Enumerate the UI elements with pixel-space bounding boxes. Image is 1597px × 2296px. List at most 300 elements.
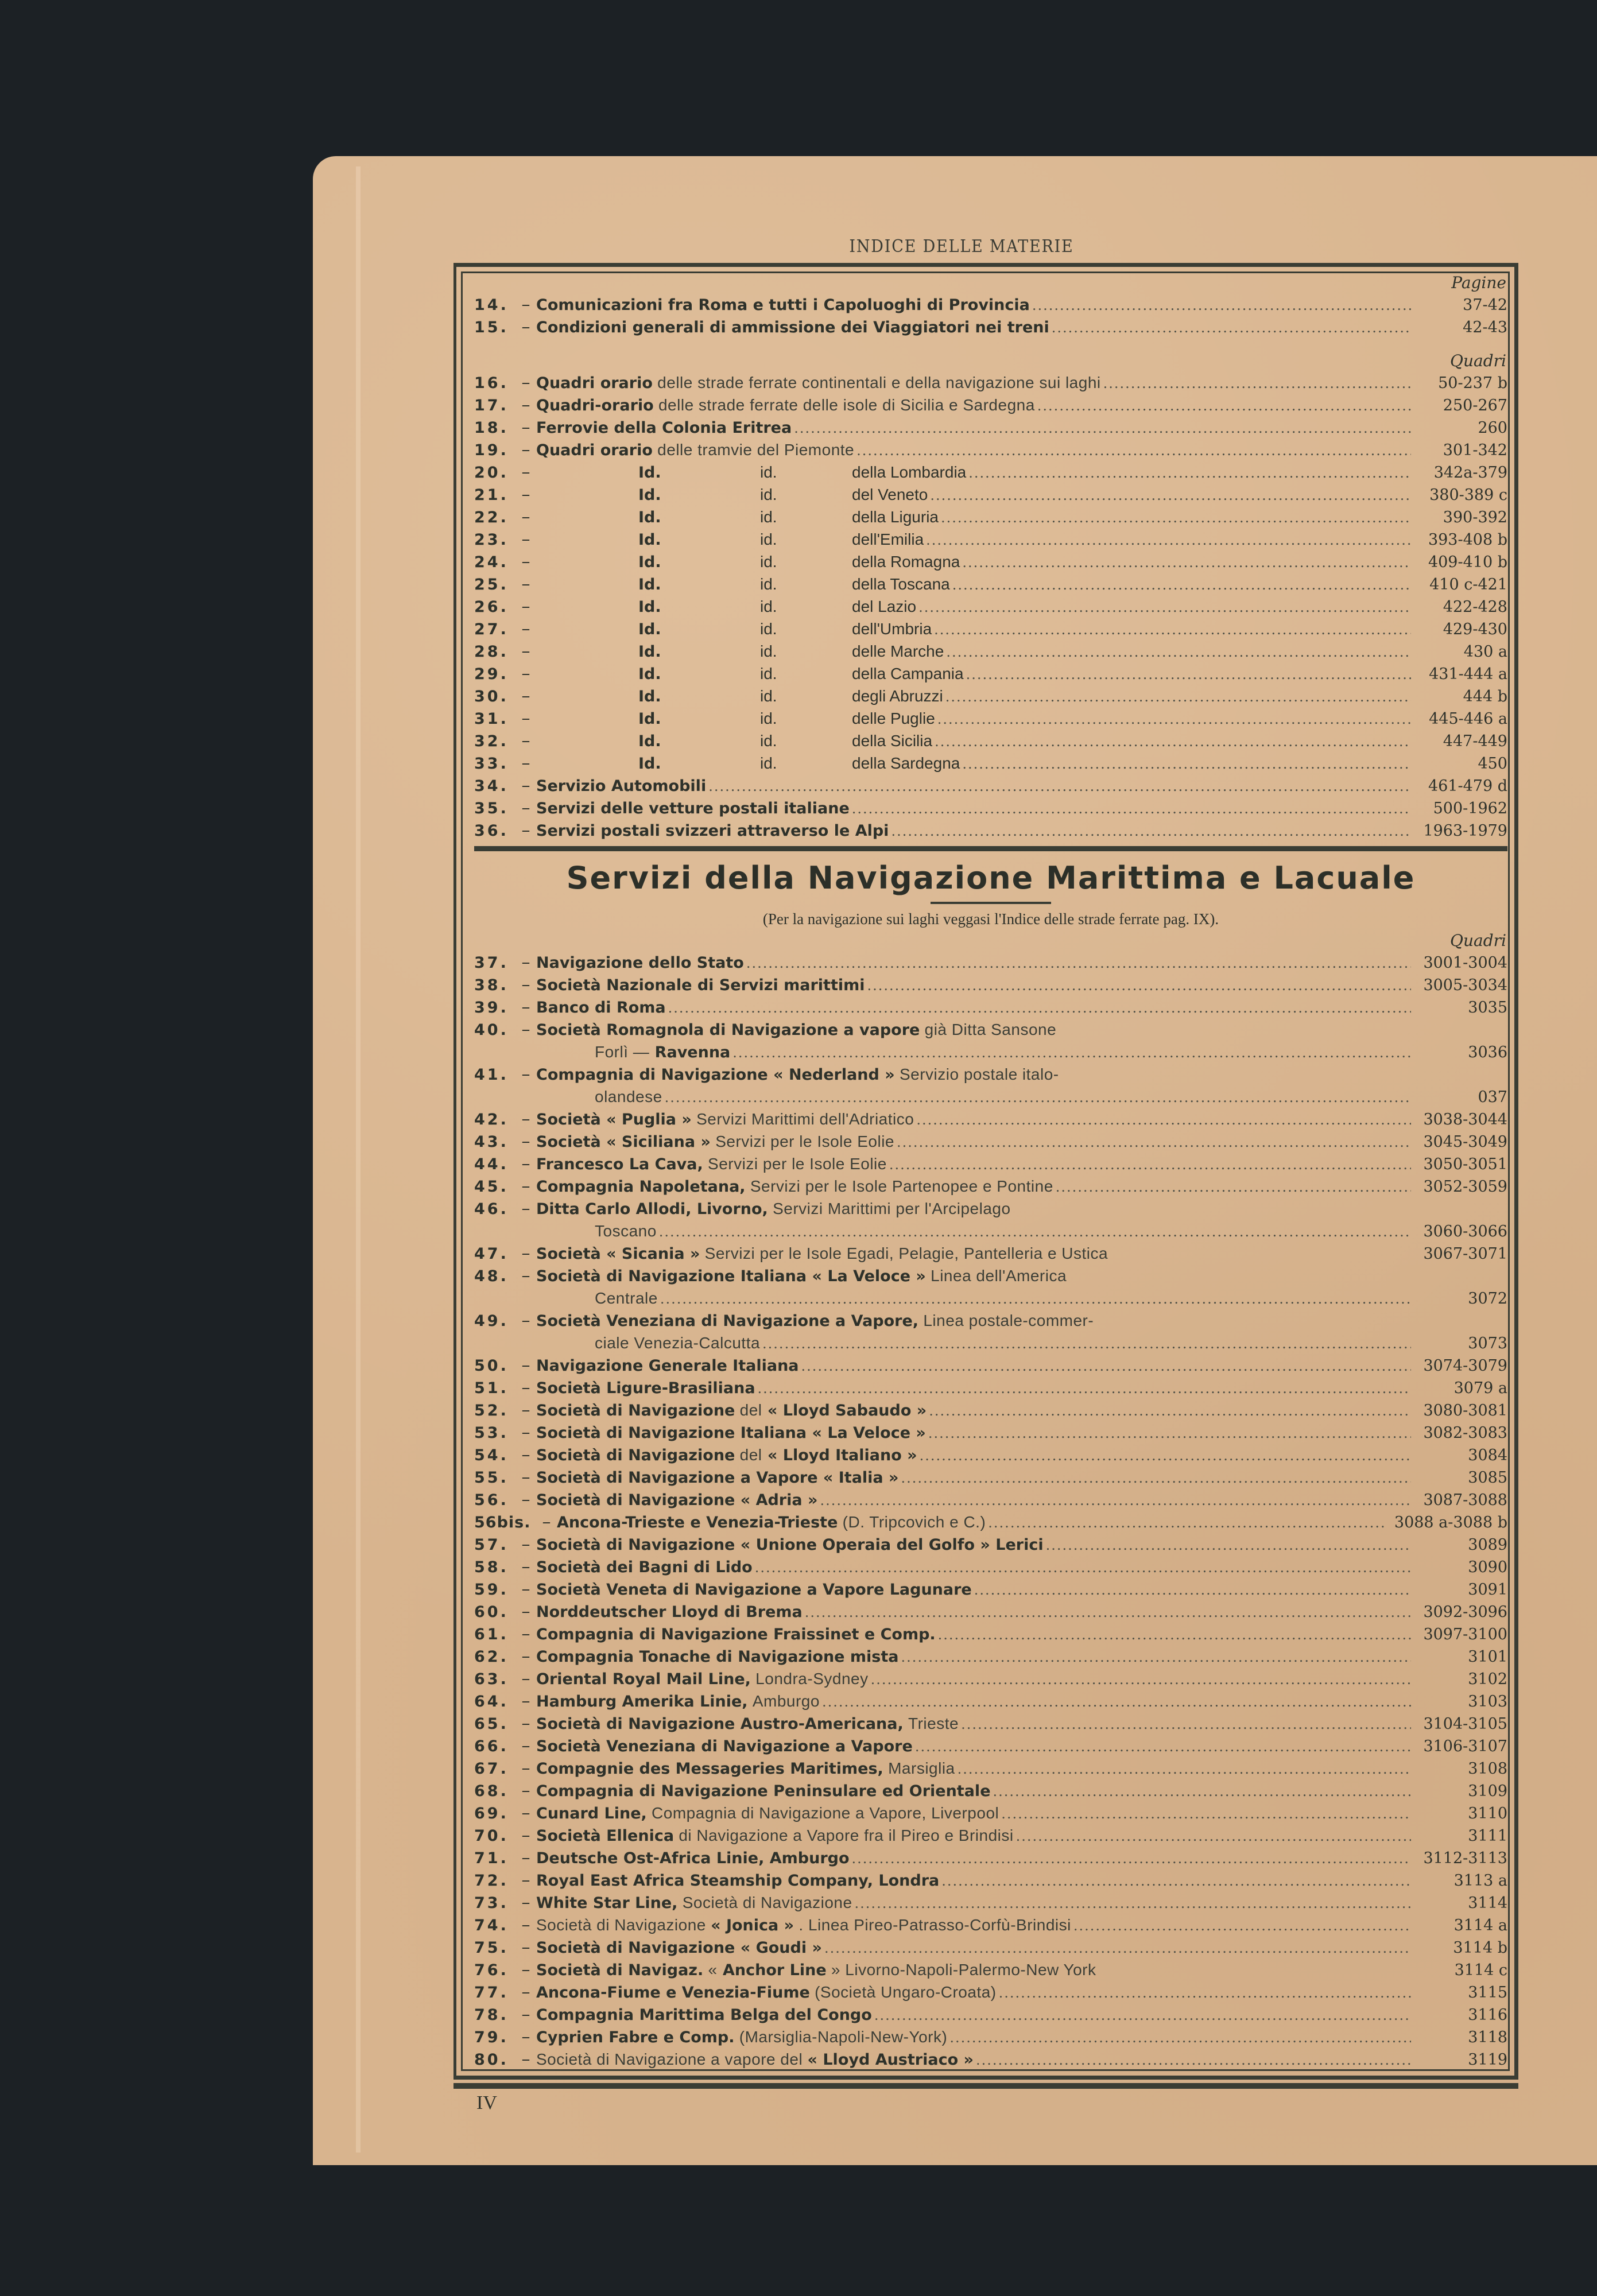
entry-detail: Servizi per le Isole Partenopee e Pontine <box>745 1177 1053 1195</box>
entry-cont-plain: olandese <box>595 1088 662 1106</box>
entry-title <box>536 439 1414 462</box>
entry-region: della Liguria <box>852 508 939 526</box>
entry-dash: – <box>521 641 530 661</box>
entry-continuation <box>595 1085 1414 1109</box>
entry-title <box>536 394 1414 417</box>
entry-dash: – <box>521 395 530 415</box>
entry-name: Società « Puglia » <box>536 1111 692 1128</box>
entry-continuation <box>595 1041 1414 1064</box>
entry-pages: 429-430 <box>1443 620 1507 638</box>
index-entry <box>474 1667 1507 1690</box>
entry-title <box>536 1063 1414 1086</box>
entry-title <box>536 1556 1414 1579</box>
entry-dash: – <box>521 1803 530 1823</box>
entry-title <box>536 1735 1414 1758</box>
entry-number: 50. <box>474 1357 509 1375</box>
ditto-mark-2: id. <box>760 665 777 682</box>
entry-name: Società di Navigazione <box>536 1402 735 1420</box>
entry-detail: Servizi Marittimi per l'Arcipelago <box>768 1200 1011 1217</box>
entry-name: Condizioni generali di ammissione dei Viaggiatori nei treni <box>536 319 1049 336</box>
entry-name: Quadri-orario <box>536 397 654 414</box>
entry-continuation <box>595 1332 1414 1355</box>
entry-number: 44. <box>474 1155 509 1173</box>
entry-title <box>536 2026 1414 2049</box>
index-entry <box>474 595 1507 618</box>
entry-title <box>536 1891 1414 1915</box>
entry-dash: – <box>521 596 530 616</box>
entry-dash: – <box>521 1109 530 1129</box>
entry-dash: – <box>521 1713 530 1733</box>
entry-name: Banco di Roma <box>536 999 666 1017</box>
leader-dots <box>941 507 1411 529</box>
entry-dash: – <box>521 1758 530 1778</box>
entry-name: Società di Navigazione Austro-Americana, <box>536 1715 904 1733</box>
entry-name: Servizi postali svizzeri attraverso le Alpi <box>536 822 889 840</box>
ditto-mark: Id. <box>638 688 661 705</box>
entry-pages: 444 b <box>1463 688 1507 705</box>
entry-name: Comunicazioni fra Roma e tutti i Capoluoghi di Provincia <box>536 296 1030 314</box>
entry-number: 70. <box>474 1827 509 1845</box>
entry-title <box>536 797 1414 820</box>
entry-dash: – <box>521 1825 530 1845</box>
entry-dash: – <box>521 820 530 840</box>
entry-number: 19. <box>474 441 509 459</box>
index-entry-continuation <box>474 1332 1507 1354</box>
entry-number: 62. <box>474 1648 509 1666</box>
entry-number: 15. <box>474 319 509 336</box>
leader-dots <box>968 462 1411 484</box>
leader-dots <box>822 1691 1411 1713</box>
leader-dots <box>1056 1176 1411 1199</box>
entry-title <box>536 1780 1414 1803</box>
entry-cont-bold: Ravenna <box>649 1044 731 1061</box>
ditto-mark: Id. <box>638 710 661 728</box>
entry-pages: 430 a <box>1463 643 1507 661</box>
index-entry <box>474 685 1507 707</box>
entry-dash: – <box>521 1534 530 1554</box>
entry-name-2: « Lloyd Italiano » <box>762 1446 917 1464</box>
entry-number: 30. <box>474 688 509 705</box>
entry-number: 33. <box>474 755 509 773</box>
entry-title <box>557 1511 1387 1534</box>
entry-name: Società di Navigazione « Goudi » <box>536 1939 822 1957</box>
entry-number: 64. <box>474 1693 509 1711</box>
entry-dash: – <box>521 1243 530 1263</box>
entry-pages: 3112-3113 <box>1423 1849 1507 1867</box>
entry-title <box>536 461 1414 484</box>
entry-number: 21. <box>474 486 509 504</box>
index-entry <box>474 1981 1507 2003</box>
entry-name: Società di Navigazione « Unione Operaia del Golfo » Lerici <box>536 1536 1044 1554</box>
entry-pages: 3082-3083 <box>1423 1424 1507 1442</box>
entry-pages: 3103 <box>1468 1693 1507 1711</box>
leader-dots <box>999 1982 1411 2004</box>
entry-dash: – <box>521 1422 530 1442</box>
entry-dash: – <box>521 484 530 505</box>
entry-pages: 3114 b <box>1453 1939 1507 1957</box>
entry-number: 60. <box>474 1603 509 1621</box>
index-entry <box>474 1936 1507 1958</box>
short-rule <box>931 902 1051 904</box>
entry-dash: – <box>521 731 530 751</box>
entry-name: Cyprien Fabre e Comp. <box>536 2029 735 2046</box>
entry-dash: – <box>521 2049 530 2069</box>
entry-name: Società dei Bagni di Lido <box>536 1558 753 1576</box>
entry-name: Quadri orario <box>536 374 653 392</box>
entry-pages: 422-428 <box>1443 598 1507 616</box>
leader-dots <box>871 1669 1411 1691</box>
entry-title <box>536 1018 1414 1041</box>
entry-number: 75. <box>474 1939 509 1957</box>
entry-dash: – <box>521 1557 530 1577</box>
entry-name: Società di Navigazione Italiana « La Veloce » <box>536 1267 926 1285</box>
entry-name: « Lloyd Austriaco » <box>807 2051 974 2069</box>
leader-dots <box>708 775 1411 798</box>
entry-title <box>536 1175 1414 1199</box>
entry-pages: 250-267 <box>1443 397 1507 414</box>
entry-title <box>536 1309 1414 1332</box>
entry-region: delle Puglie <box>852 709 935 727</box>
section-divider <box>474 846 1507 851</box>
entry-title <box>536 595 1414 619</box>
entry-dash: – <box>521 1915 530 1935</box>
entry-title <box>536 775 1414 798</box>
entry-region: delle Marche <box>852 642 944 660</box>
entry-number: 18. <box>474 419 509 437</box>
entry-title <box>536 752 1414 775</box>
entry-pages: 3110 <box>1468 1805 1507 1822</box>
entry-title <box>536 1197 1414 1220</box>
entry-title <box>536 974 1414 997</box>
entry-name: Società di Navigazione Italiana « La Veloce » <box>536 1424 926 1442</box>
entry-number: 48. <box>474 1267 509 1285</box>
entry-title <box>536 1399 1414 1422</box>
entry-title <box>536 1130 1414 1154</box>
leader-dots <box>660 1288 1411 1310</box>
entry-number: 26. <box>474 598 509 616</box>
entry-name: Società « Siciliana » <box>536 1133 711 1151</box>
index-entry <box>474 1869 1507 1891</box>
leader-dots <box>891 820 1411 843</box>
entry-dash: – <box>521 753 530 773</box>
entry-detail: Servizi per le Isole Egadi, Pelagie, Pantelleria e Ustica <box>700 1244 1108 1262</box>
index-entry <box>474 483 1507 506</box>
leader-dots <box>1052 317 1411 339</box>
entry-title <box>536 1667 1414 1691</box>
entry-pages: 3115 <box>1468 1984 1507 2002</box>
entry-name: Compagnie des Messageries Maritimes, <box>536 1760 883 1778</box>
entry-title <box>536 417 1414 440</box>
entry-pages: 42-43 <box>1463 319 1507 336</box>
entry-title <box>536 685 1414 708</box>
entry-name: Società di Navigazione a Vapore « Italia » <box>536 1469 899 1487</box>
ditto-mark-2: id. <box>760 575 777 593</box>
entry-name: Compagnia di Navigazione « Nederland » <box>536 1066 895 1084</box>
entry-title <box>536 1534 1414 1557</box>
entry-dash: – <box>521 552 530 572</box>
entry-pages: 393-408 b <box>1428 531 1507 549</box>
entry-cont-plain: Toscano <box>595 1222 657 1240</box>
entry-pages: 3114 a <box>1453 1917 1507 1934</box>
entry-dash: – <box>521 294 530 315</box>
entry-dash: – <box>521 1669 530 1689</box>
entry-pages: 3119 <box>1468 2051 1507 2069</box>
entry-number: 28. <box>474 643 509 661</box>
entry-dash: – <box>521 775 530 796</box>
entry-pages: 3060-3066 <box>1423 1223 1507 1240</box>
entry-dash: – <box>521 1736 530 1756</box>
leader-dots <box>1073 1915 1411 1937</box>
index-entry <box>474 1757 1507 1779</box>
index-entry <box>474 730 1507 752</box>
leader-dots <box>946 641 1411 664</box>
ditto-mark-2: id. <box>760 598 777 615</box>
entry-pages: 3114 c <box>1454 1961 1507 1979</box>
leader-dots <box>962 552 1411 574</box>
index-entry <box>474 2026 1507 2048</box>
entry-number: 37. <box>474 954 509 972</box>
leader-dots <box>938 1624 1411 1646</box>
index-entry <box>474 1018 1507 1041</box>
entry-pages: 3038-3044 <box>1423 1111 1507 1128</box>
entry-number: 17. <box>474 397 509 414</box>
entry-title <box>536 662 1414 686</box>
entry-number: 55. <box>474 1469 509 1487</box>
entry-pages: 260 <box>1478 419 1507 437</box>
entry-pages: 3087-3088 <box>1423 1491 1507 1509</box>
ditto-mark-2: id. <box>760 687 777 705</box>
entry-title <box>536 573 1414 596</box>
index-entry <box>474 819 1507 841</box>
entry-title <box>536 1601 1414 1624</box>
leader-dots <box>1103 373 1411 395</box>
entry-region: della Campania <box>852 665 964 682</box>
entry-region: della Romagna <box>852 553 960 571</box>
index-entry <box>474 1690 1507 1712</box>
entry-dash: – <box>521 1892 530 1913</box>
entry-pages: 3073 <box>1468 1335 1507 1352</box>
entry-number: 71. <box>474 1849 509 1867</box>
index-entry <box>474 506 1507 528</box>
entry-dash: – <box>521 1624 530 1644</box>
entry-pages: 3084 <box>1468 1446 1507 1464</box>
index-entry <box>474 1578 1507 1600</box>
leader-dots <box>668 997 1411 1019</box>
entry-detail: Amburgo <box>747 1692 820 1710</box>
entry-number: 74. <box>474 1917 509 1934</box>
leader-dots <box>665 1087 1411 1109</box>
entry-title <box>536 1802 1414 1825</box>
entry-pages: 3085 <box>1468 1469 1507 1487</box>
entry-title <box>536 1444 1414 1467</box>
column-head-quadri-2: Quadri <box>1450 931 1506 950</box>
leader-dots <box>920 1445 1411 1467</box>
ditto-mark: Id. <box>638 531 661 549</box>
entry-detail: delle strade ferrate continentali e della navigazione sui laghi <box>652 374 1101 391</box>
index-entry <box>474 1533 1507 1556</box>
entry-pages: 380-389 c <box>1429 486 1507 504</box>
entry-number: 78. <box>474 2006 509 2024</box>
index-content <box>474 273 1507 2070</box>
leader-dots <box>993 1781 1411 1803</box>
entry-number: 41. <box>474 1066 509 1084</box>
entry-name: Società Nazionale di Servizi marittimi <box>536 976 865 994</box>
entry-region: della Toscana <box>852 575 950 593</box>
entry-number: 22. <box>474 509 509 526</box>
entry-pages: 3113 a <box>1453 1872 1507 1890</box>
entry-name: Norddeutscher Lloyd di Brema <box>536 1603 803 1621</box>
entry-title <box>536 1467 1414 1490</box>
index-entry-continuation <box>474 1220 1507 1242</box>
entry-pages: 3074-3079 <box>1423 1357 1507 1375</box>
entry-number: 76. <box>474 1961 509 1979</box>
entry-title <box>536 1623 1414 1646</box>
entry-title <box>536 483 1414 507</box>
entry-number: 16. <box>474 374 509 392</box>
ditto-mark-2: id. <box>760 709 777 727</box>
entry-title <box>536 1489 1414 1512</box>
entry-name: Società « Sicania » <box>536 1245 700 1263</box>
index-entry <box>474 416 1507 439</box>
ditto-mark-2: id. <box>760 642 777 660</box>
entry-number: 63. <box>474 1670 509 1688</box>
entry-title <box>536 1690 1414 1713</box>
entry-dash: – <box>521 317 530 337</box>
index-entry <box>474 640 1507 662</box>
ditto-mark: Id. <box>638 643 661 661</box>
ditto-mark: Id. <box>638 732 661 750</box>
entry-name: Società di Navigaz. <box>536 1961 704 1979</box>
entry-dash: – <box>521 462 530 482</box>
entry-name: Hamburg Amerika Linie, <box>536 1693 748 1711</box>
entry-number: 56bis. <box>474 1514 531 1531</box>
entry-name: Navigazione Generale Italiana <box>536 1357 799 1375</box>
entry-number: 67. <box>474 1760 509 1778</box>
leader-dots <box>966 664 1411 686</box>
leader-dots <box>988 1512 1384 1534</box>
leader-dots <box>949 2027 1411 2049</box>
leader-dots <box>926 529 1411 552</box>
entry-number: 56. <box>474 1491 509 1509</box>
index-entry <box>474 550 1507 573</box>
entry-number: 43. <box>474 1133 509 1151</box>
entry-title <box>536 316 1414 339</box>
entry-dash: – <box>521 1579 530 1599</box>
index-entry <box>474 1488 1507 1511</box>
entry-detail: Linea postale-commer- <box>918 1312 1094 1329</box>
entry-title <box>536 1870 1414 1892</box>
entry-detail: Linea dell'America <box>925 1267 1067 1285</box>
ditto-mark-2: id. <box>760 620 777 638</box>
entry-pages: 3091 <box>1468 1581 1507 1599</box>
index-entry <box>474 662 1507 685</box>
index-entry <box>474 1600 1507 1623</box>
index-entry <box>474 573 1507 595</box>
entry-title <box>536 952 1414 975</box>
entry-dash: – <box>521 798 530 818</box>
entry-name: Ancona-Trieste e Venezia-Trieste <box>557 1514 838 1531</box>
entry-dash: – <box>521 708 530 728</box>
index-entry <box>474 1421 1507 1444</box>
ditto-mark-2: id. <box>760 530 777 548</box>
entry-dash: – <box>521 1131 530 1151</box>
entry-pages: 3090 <box>1468 1558 1507 1576</box>
entry-dash: – <box>521 1982 530 2002</box>
leader-dots <box>945 686 1411 708</box>
entry-name: Ditta Carlo Allodi, Livorno, <box>536 1200 768 1218</box>
entry-title <box>536 294 1414 317</box>
entry-title <box>536 1937 1414 1960</box>
entry-title <box>536 2004 1414 2027</box>
leader-dots <box>867 975 1412 997</box>
leader-dots <box>856 440 1411 462</box>
entry-dash: – <box>521 1019 530 1040</box>
index-entry <box>474 1891 1507 1914</box>
index-entry <box>474 461 1507 483</box>
entry-pages: 3080-3081 <box>1423 1402 1507 1420</box>
entry-pages: 3067-3071 <box>1423 1245 1507 1263</box>
entry-title <box>536 618 1414 641</box>
index-entry <box>474 1063 1507 1085</box>
entry-dash: – <box>521 1355 530 1375</box>
leader-dots <box>962 753 1411 775</box>
index-entry <box>474 1623 1507 1645</box>
entry-dash: – <box>521 2027 530 2047</box>
entry-dash: – <box>521 1646 530 1666</box>
entry-name: Società Veneziana di Navigazione a Vapore <box>536 1737 913 1755</box>
index-entry <box>474 1466 1507 1488</box>
entry-dash: – <box>521 1400 530 1420</box>
entry-name: Servizi delle vetture postali italiane <box>536 800 850 817</box>
index-entry-continuation <box>474 1041 1507 1063</box>
index-entry <box>474 316 1507 338</box>
entry-name: Società di Navigazione « Adria » <box>536 1491 818 1509</box>
entry-detail: . Linea Pireo-Patrasso-Corfù-Brindisi <box>794 1916 1071 1934</box>
entry-name: Società Ellenica <box>536 1827 675 1845</box>
entry-number: 59. <box>474 1581 509 1599</box>
entry-title <box>536 1914 1414 1937</box>
entry-detail: Compagnia di Navigazione a Vapore, Liverpool <box>646 1804 999 1822</box>
entry-detail: delle strade ferrate delle isole di Sicilia e Sardegna <box>653 396 1035 414</box>
index-entry <box>474 371 1507 394</box>
entry-title <box>536 550 1414 574</box>
leader-dots <box>762 1333 1411 1355</box>
leader-dots <box>758 1378 1411 1400</box>
entry-title <box>536 996 1414 1019</box>
leader-dots <box>901 1467 1412 1490</box>
entry-title <box>536 1355 1414 1378</box>
entry-dash: – <box>521 1870 530 1890</box>
entry-name: Francesco La Cava, <box>536 1155 703 1173</box>
entry-dash: – <box>521 619 530 639</box>
ditto-mark-2: id. <box>760 754 777 772</box>
entry-number: 68. <box>474 1782 509 1800</box>
entry-dash: – <box>521 1310 530 1331</box>
entry-region: del Lazio <box>852 598 917 615</box>
ditto-mark-2: id. <box>760 463 777 481</box>
entry-detail-2: » Livorno-Napoli-Palermo-New York <box>826 1961 1096 1979</box>
index-entry <box>474 1354 1507 1376</box>
entry-name: Società Romagnola di Navigazione a vapore <box>536 1021 920 1039</box>
entries-tramvie <box>474 461 1507 774</box>
entry-pages: 37-42 <box>1463 296 1507 314</box>
entry-pages: 3052-3059 <box>1423 1178 1507 1196</box>
leader-dots <box>1016 1825 1411 1848</box>
entry-detail: Servizio postale italo- <box>894 1065 1059 1083</box>
entry-cont-plain: Centrale <box>595 1289 658 1307</box>
entry-pages: 50-237 b <box>1438 374 1507 392</box>
index-entry <box>474 439 1507 461</box>
